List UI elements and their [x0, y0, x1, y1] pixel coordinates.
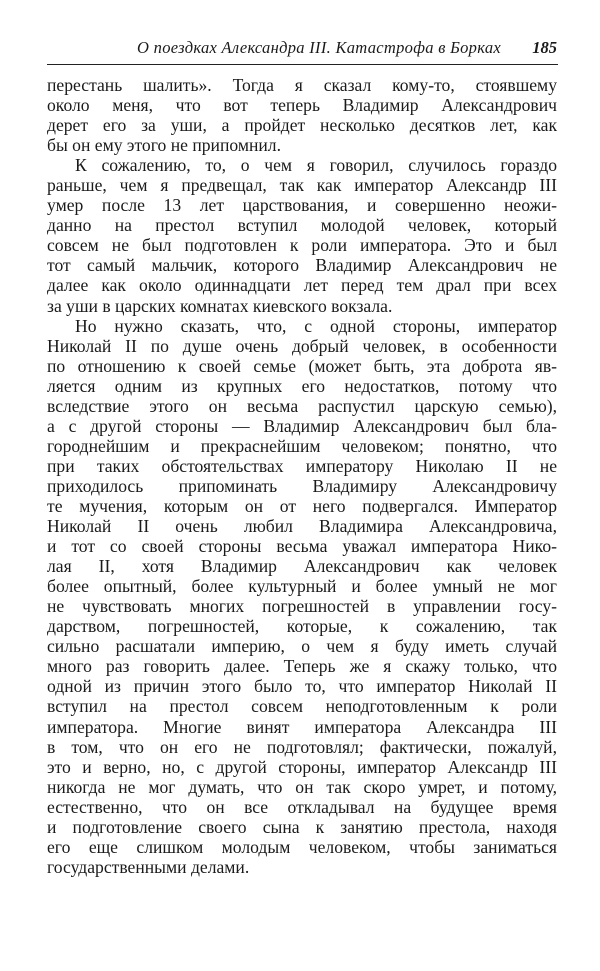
- text-line: никогда не мог думать, что он так скоро умрет, и потому,: [47, 776, 557, 797]
- text-line: а с другой стороны — Владимир Александрович был бла-: [47, 415, 557, 436]
- text-line: это и верно, но, с другой стороны, император Александр III: [47, 756, 557, 777]
- text-line: его еще слишком молодым человеком, чтобы заниматься: [47, 836, 557, 857]
- text-line: вследствие этого он весьма распустил царскую семью),: [47, 395, 557, 416]
- text-line: и тот со своей стороны весьма уважал императора Нико-: [47, 536, 557, 557]
- text-line: совсем не был подготовлен к роли императора. Это и был: [47, 235, 557, 256]
- text-line: те мучения, которым он от него подвергался. Император: [47, 495, 557, 516]
- text-line: одной из причин этого было то, что император Николай II: [47, 676, 557, 697]
- text-line: за уши в царских комнатах киевского вокзала.: [47, 295, 393, 316]
- text-line: при таких обстоятельствах императору Николаю II не: [47, 455, 557, 476]
- text-line: данно на престол вступил молодой человек, который: [47, 215, 557, 236]
- text-line: перестань шалить». Тогда я сказал кому-то, стоявшему: [47, 75, 557, 95]
- text-line: приходилось припоминать Владимиру Александровичу: [47, 475, 557, 496]
- paragraph: [47, 316, 557, 877]
- text-line: в том, что он его не подготовлял; фактически, пожалуй,: [47, 736, 557, 757]
- paragraph: [47, 155, 557, 315]
- text-line: более опытный, более культурный и более умный не мог: [47, 576, 557, 597]
- text-line: императора. Многие винят императора Александра III: [47, 716, 557, 737]
- text-line: Но нужно сказать, что, с одной стороны, император: [75, 315, 557, 336]
- header-rule: [47, 64, 558, 65]
- text-line: умер после 13 лет царствования, и совершенно неожи-: [47, 195, 557, 216]
- text-line: бы он ему этого не припомнил.: [47, 135, 281, 156]
- page-number: 185: [532, 38, 557, 57]
- text-line: государственными делами.: [47, 856, 250, 877]
- text-line: естественно, что он все откладывал на будущее время: [47, 796, 557, 817]
- text-line: городнейшим и прекраснейшим человеком; понятно, что: [47, 435, 557, 456]
- body-text: [47, 75, 557, 877]
- text-line: Николай II по душе очень добрый человек, в особенности: [47, 335, 557, 356]
- text-line: сильно расшатали империю, о чем я буду иметь случай: [47, 636, 557, 657]
- text-line: лая II, хотя Владимир Александрович как человек: [47, 556, 557, 577]
- text-line: и подготовление своего сына к занятию престола, находя: [47, 816, 557, 837]
- text-line: К сожалению, то, о чем я говорил, случилось гораздо: [75, 155, 557, 176]
- text-line: по отношению к своей семье (может быть, эта доброта яв-: [47, 355, 557, 376]
- text-line: не чувствовать многих погрешностей в управлении госу-: [47, 596, 557, 617]
- paragraph: [47, 75, 557, 155]
- text-line: раньше, чем я предвещал, так как император Александр III: [47, 175, 557, 196]
- text-line: ляется одним из крупных его недостатков, потому что: [47, 375, 557, 396]
- running-title: О поездках Александра III. Катастрофа в Борках: [137, 38, 501, 57]
- text-line: далее как около одиннадцати лет перед тем драл при всех: [47, 275, 557, 296]
- text-line: тот самый мальчик, которого Владимир Александрович не: [47, 255, 557, 276]
- text-line: много раз говорить далее. Теперь же я скажу только, что: [47, 656, 557, 677]
- text-line: около меня, что вот теперь Владимир Александрович: [47, 95, 557, 116]
- text-line: дерет его за уши, а пройдет несколько десятков лет, как: [47, 115, 557, 136]
- text-line: вступил на престол совсем неподготовленным к роли: [47, 696, 557, 717]
- text-line: дарством, погрешностей, которые, к сожалению, так: [47, 616, 557, 637]
- running-header: [47, 36, 557, 60]
- text-line: Николай II очень любил Владимира Александровича,: [47, 516, 557, 537]
